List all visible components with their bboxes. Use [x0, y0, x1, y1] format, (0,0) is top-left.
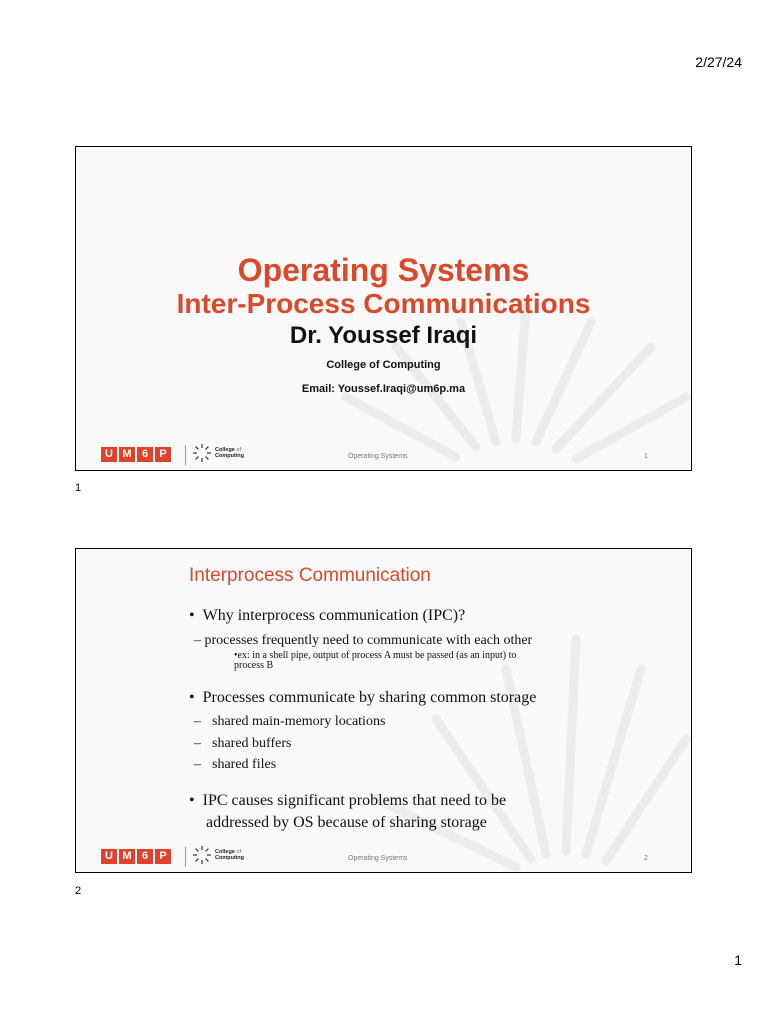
um6p-logo-letter: P — [155, 849, 171, 864]
footer-course-label: Operating Systems — [348, 453, 408, 460]
page-number: 1 — [734, 952, 742, 968]
email-line: Email: Youssef.Iraqi@um6p.ma — [301, 383, 466, 395]
college-logo-of: of — [236, 849, 241, 855]
detail-text: •ex: in a shell pipe, output of process A must be passed (as an input) to — [234, 650, 517, 661]
um6p-logo-letter: M — [119, 447, 135, 462]
college-logo-line2: Computing — [215, 855, 245, 861]
slide-number-label: 1 — [75, 482, 82, 494]
um6p-logo-letter: U — [101, 447, 117, 462]
slide-number-label: 2 — [75, 885, 82, 897]
bullet-text: IPC causes significant problems that need to be — [202, 792, 507, 809]
um6p-logo-letter: P — [155, 447, 171, 462]
footer-slide-number: 2 — [644, 855, 648, 862]
sub-bullet-dash: – — [194, 757, 201, 772]
um6p-logo-letter: 6 — [137, 849, 153, 864]
sub-bullet-item: shared main-memory locations — [212, 714, 386, 729]
college-logo-line2: Computing — [215, 453, 245, 459]
footer-slide-number: 1 — [644, 453, 648, 460]
sub-bullet-dash: – — [194, 736, 201, 751]
college-logo-line1: College — [215, 849, 235, 855]
college-logo-of: of — [236, 447, 241, 453]
bullet-item: • Why interprocess communication (IPC)? — [189, 607, 466, 624]
bullet-text: Why interprocess communication (IPC)? — [202, 607, 466, 624]
slide-title: Operating Systems — [237, 252, 530, 288]
detail-text: process B — [234, 660, 274, 671]
slide-subtitle: Inter-Process Communications — [176, 288, 591, 319]
page-date: 2/27/24 — [695, 54, 742, 70]
bullet-item: • IPC causes significant problems that need to be — [189, 792, 507, 809]
um6p-logo-letter: M — [119, 849, 135, 864]
sub-bullet-dash: – — [194, 714, 201, 729]
slide-1 — [75, 146, 692, 471]
sunburst-rays — [376, 639, 686, 867]
college-logo-line1: College — [215, 447, 235, 453]
bullet-item: • Processes communicate by sharing common storage — [189, 689, 537, 706]
sub-bullet-item: shared files — [212, 757, 277, 772]
sub-bullet-item: – processes frequently need to communicate with each other — [194, 633, 533, 648]
bullet-continuation: addressed by OS because of sharing storage — [206, 814, 487, 831]
author-name: Dr. Youssef Iraqi — [289, 322, 478, 349]
bullet-text: Processes communicate by sharing common storage — [202, 689, 537, 706]
footer-course-label: Operating Systems — [348, 855, 408, 862]
slide-title: Interprocess Communication — [189, 565, 431, 586]
um6p-logo-letter: U — [101, 849, 117, 864]
slide-2 — [75, 548, 692, 873]
um6p-logo-letter: 6 — [137, 447, 153, 462]
sub-bullet-item: shared buffers — [212, 736, 292, 751]
college-name: College of Computing — [326, 359, 441, 371]
